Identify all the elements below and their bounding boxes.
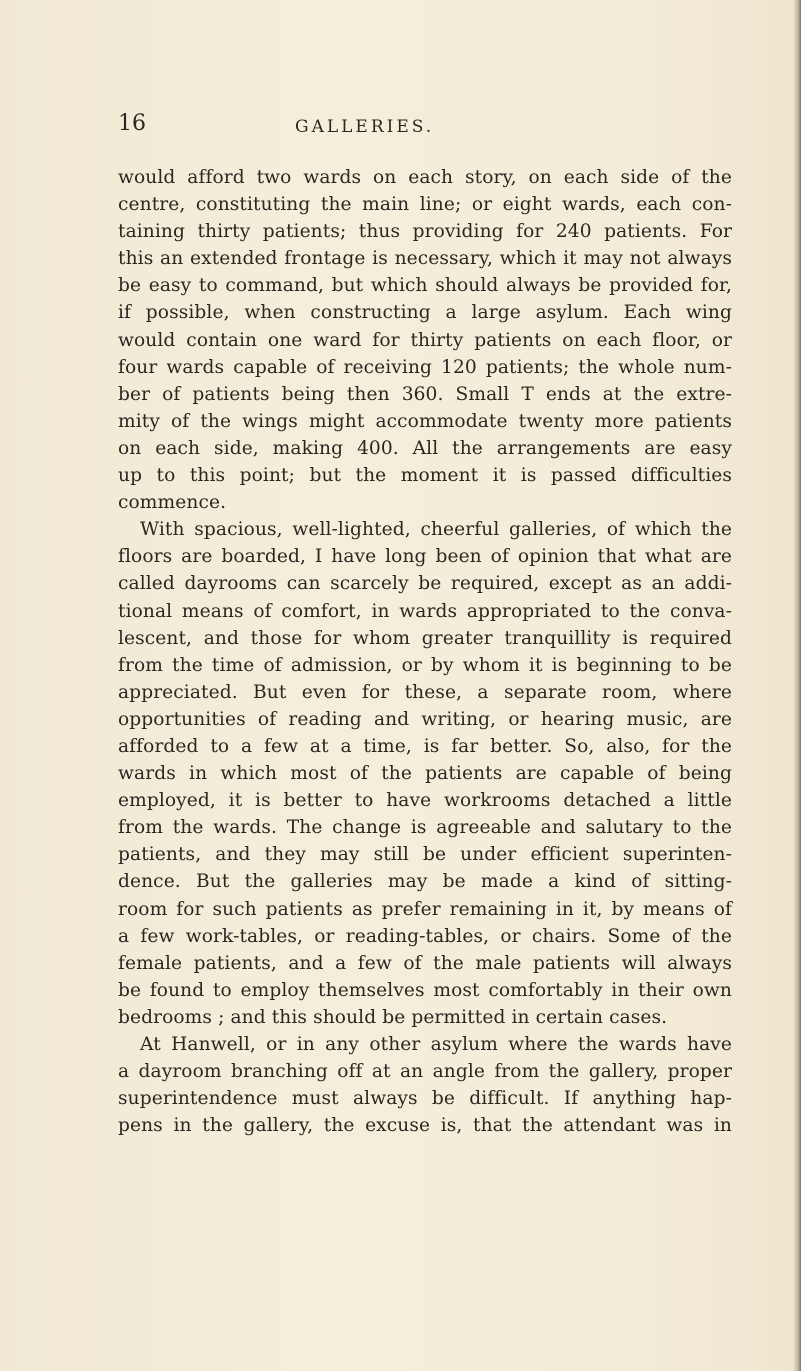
- text-line: With spacious, well-lighted, cheerful galleries, of which the: [140, 519, 732, 541]
- text-line: pens in the gallery, the excuse is, that the attendant was in: [118, 1115, 732, 1137]
- text-line: opportunities of reading and writing, or hearing music, are: [118, 708, 732, 730]
- text-line: if possible, when constructing a large asylum. Each wing: [118, 302, 732, 324]
- text-line: this an extended frontage is necessary, which it may not always: [118, 248, 732, 270]
- text-line: centre, constituting the main line; or eight wards, each con-: [118, 194, 732, 216]
- text-line: room for such patients as prefer remaining in it, by means of: [118, 898, 732, 920]
- text-line: up to this point; but the moment it is passed difficulties: [118, 465, 732, 487]
- text-line: be found to employ themselves most comfortably in their own: [118, 979, 732, 1001]
- text-line: lescent, and those for whom greater tranquillity is required: [118, 627, 732, 649]
- text-line: be easy to command, but which should always be provided for,: [118, 275, 732, 297]
- body-text: [118, 164, 732, 1139]
- text-line: afforded to a few at a time, is far better. So, also, for the: [118, 735, 732, 757]
- text-line: called dayrooms can scarcely be required, except as an addi-: [118, 573, 732, 595]
- page-number: 16: [118, 111, 146, 136]
- text-line: mity of the wings might accommodate twenty more patients: [118, 410, 732, 432]
- text-line: taining thirty patients; thus providing for 240 patients. For: [118, 221, 732, 243]
- page-edge-shadow: [793, 0, 801, 1371]
- running-head: GALLERIES.: [295, 117, 435, 137]
- text-line: employed, it is better to have workrooms detached a little: [118, 790, 732, 812]
- text-line: floors are boarded, I have long been of opinion that what are: [118, 546, 732, 568]
- page-header: [118, 104, 718, 144]
- text-line: bedrooms ; and this should be permitted in certain cases.: [118, 1006, 668, 1028]
- text-line: would contain one ward for thirty patients on each floor, or: [118, 329, 732, 351]
- text-line: patients, and they may still be under efficient superinten-: [118, 844, 732, 866]
- text-line: dence. But the galleries may be made a kind of sitting-: [118, 871, 732, 893]
- text-line: tional means of comfort, in wards appropriated to the conva-: [118, 600, 732, 622]
- text-line: female patients, and a few of the male patients will always: [118, 952, 732, 974]
- text-line: would afford two wards on each story, on each side of the: [118, 167, 732, 188]
- text-line: four wards capable of receiving 120 patients; the whole num-: [118, 356, 732, 378]
- text-line: superintendence must always be difficult. If anything hap-: [118, 1088, 732, 1110]
- text-line: ber of patients being then 360. Small T ends at the extre-: [118, 383, 732, 405]
- text-line: from the wards. The change is agreeable and salutary to the: [118, 817, 732, 839]
- text-line: appreciated. But even for these, a separate room, where: [118, 681, 732, 703]
- text-line: on each side, making 400. All the arrangements are easy: [118, 437, 732, 459]
- text-line: from the time of admission, or by whom it is beginning to be: [118, 654, 732, 676]
- text-line: At Hanwell, or in any other asylum where the wards have: [140, 1034, 732, 1055]
- text-line: a dayroom branching off at an angle from the gallery, proper: [118, 1061, 732, 1083]
- text-line: commence.: [118, 492, 227, 514]
- text-line: a few work-tables, or reading-tables, or chairs. Some of the: [118, 925, 732, 947]
- text-line: wards in which most of the patients are capable of being: [118, 763, 732, 785]
